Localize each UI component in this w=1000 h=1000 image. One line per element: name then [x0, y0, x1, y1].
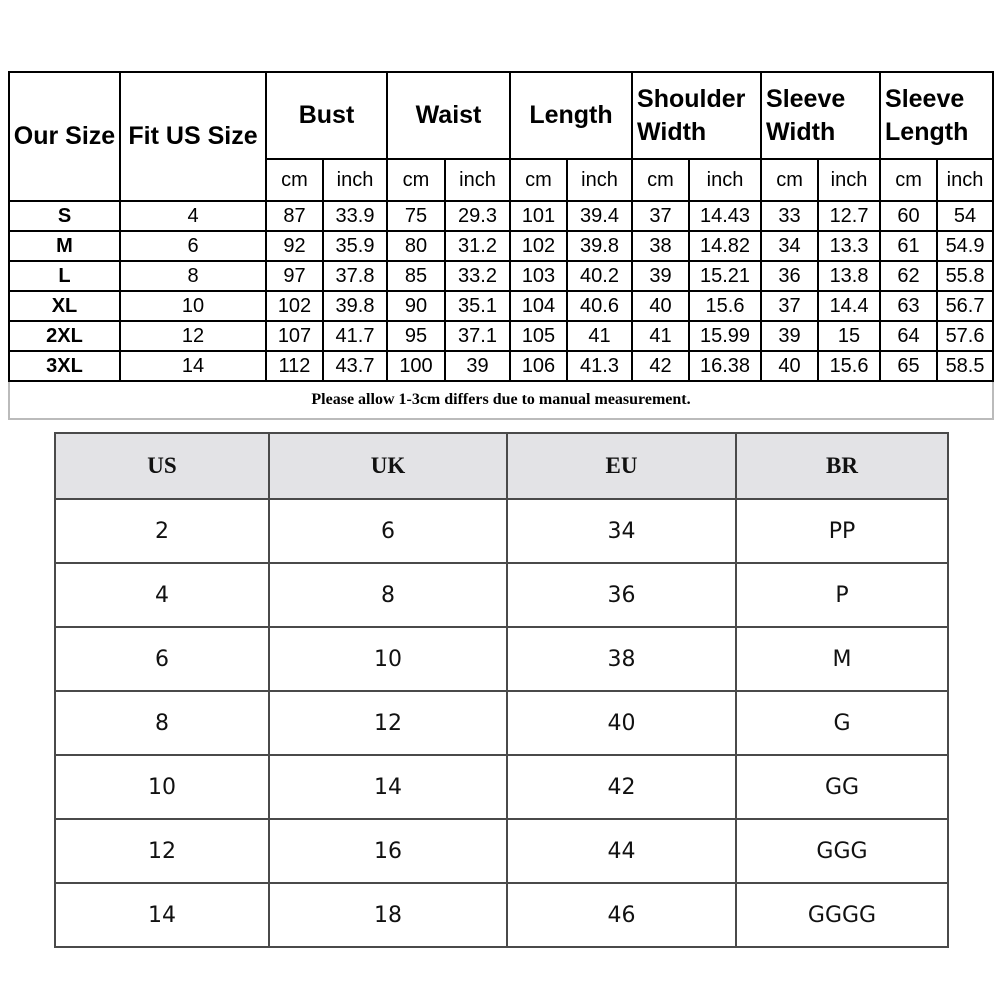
- cell-our-size: 3XL: [9, 351, 120, 381]
- cell-uk: 6: [269, 499, 507, 563]
- size-chart-table: [8, 71, 994, 420]
- cell-length-inch: 41.3: [567, 351, 632, 381]
- cell-shoulder-inch: 15.21: [689, 261, 761, 291]
- cell-waist-cm: 100: [387, 351, 445, 381]
- cell-eu: 44: [507, 819, 736, 883]
- cell-us: 14: [55, 883, 269, 947]
- size-conversion-table: [54, 432, 949, 948]
- cell-fit-us-size: 6: [120, 231, 266, 261]
- table-row: [9, 261, 993, 291]
- table-row: [9, 321, 993, 351]
- cell-eu: 34: [507, 499, 736, 563]
- cell-sleeve-width-cm: 37: [761, 291, 818, 321]
- unit-cm: cm: [880, 159, 937, 201]
- cell-sleeve-length-inch: 57.6: [937, 321, 993, 351]
- cell-sleeve-length-cm: 62: [880, 261, 937, 291]
- cell-eu: 46: [507, 883, 736, 947]
- unit-cm: cm: [387, 159, 445, 201]
- cell-our-size: XL: [9, 291, 120, 321]
- unit-inch: inch: [323, 159, 387, 201]
- cell-bust-inch: 35.9: [323, 231, 387, 261]
- cell-shoulder-inch: 14.43: [689, 201, 761, 231]
- table-row: [55, 563, 948, 627]
- cell-sleeve-width-inch: 12.7: [818, 201, 880, 231]
- unit-inch: inch: [818, 159, 880, 201]
- cell-us: 2: [55, 499, 269, 563]
- cell-length-inch: 40.2: [567, 261, 632, 291]
- cell-sleeve-length-cm: 65: [880, 351, 937, 381]
- table-row: [9, 351, 993, 381]
- unit-inch: inch: [567, 159, 632, 201]
- unit-inch: inch: [445, 159, 510, 201]
- header-our-size: Our Size: [9, 72, 120, 201]
- cell-waist-inch: 29.3: [445, 201, 510, 231]
- cell-sleeve-width-cm: 39: [761, 321, 818, 351]
- cell-sleeve-length-inch: 55.8: [937, 261, 993, 291]
- header-br: BR: [736, 433, 948, 499]
- cell-bust-cm: 97: [266, 261, 323, 291]
- unit-cm: cm: [266, 159, 323, 201]
- cell-bust-inch: 39.8: [323, 291, 387, 321]
- cell-bust-inch: 43.7: [323, 351, 387, 381]
- table-row: [55, 883, 948, 947]
- table-row: [55, 819, 948, 883]
- header-sleeve-width: Sleeve Width: [761, 72, 880, 159]
- cell-waist-inch: 37.1: [445, 321, 510, 351]
- cell-shoulder-cm: 41: [632, 321, 689, 351]
- cell-bust-cm: 87: [266, 201, 323, 231]
- header-bust: Bust: [266, 72, 387, 159]
- cell-us: 8: [55, 691, 269, 755]
- cell-br: PP: [736, 499, 948, 563]
- unit-cm: cm: [632, 159, 689, 201]
- cell-shoulder-inch: 14.82: [689, 231, 761, 261]
- cell-fit-us-size: 14: [120, 351, 266, 381]
- cell-us: 12: [55, 819, 269, 883]
- cell-uk: 12: [269, 691, 507, 755]
- cell-sleeve-length-inch: 58.5: [937, 351, 993, 381]
- cell-length-cm: 101: [510, 201, 567, 231]
- cell-us: 10: [55, 755, 269, 819]
- cell-waist-inch: 35.1: [445, 291, 510, 321]
- cell-eu: 36: [507, 563, 736, 627]
- cell-waist-inch: 33.2: [445, 261, 510, 291]
- header-waist: Waist: [387, 72, 510, 159]
- cell-uk: 10: [269, 627, 507, 691]
- cell-sleeve-width-cm: 33: [761, 201, 818, 231]
- cell-sleeve-length-cm: 61: [880, 231, 937, 261]
- cell-uk: 18: [269, 883, 507, 947]
- cell-uk: 16: [269, 819, 507, 883]
- cell-sleeve-width-inch: 15: [818, 321, 880, 351]
- cell-waist-cm: 95: [387, 321, 445, 351]
- cell-bust-cm: 107: [266, 321, 323, 351]
- cell-sleeve-length-cm: 64: [880, 321, 937, 351]
- cell-br: GG: [736, 755, 948, 819]
- header-eu: EU: [507, 433, 736, 499]
- unit-inch: inch: [689, 159, 761, 201]
- unit-cm: cm: [510, 159, 567, 201]
- cell-sleeve-width-inch: 13.3: [818, 231, 880, 261]
- cell-our-size: L: [9, 261, 120, 291]
- cell-waist-cm: 90: [387, 291, 445, 321]
- cell-us: 6: [55, 627, 269, 691]
- cell-shoulder-cm: 37: [632, 201, 689, 231]
- cell-length-inch: 39.8: [567, 231, 632, 261]
- table-row: [9, 201, 993, 231]
- cell-shoulder-inch: 15.6: [689, 291, 761, 321]
- cell-eu: 38: [507, 627, 736, 691]
- size-chart-body: [9, 201, 993, 381]
- cell-bust-cm: 102: [266, 291, 323, 321]
- cell-waist-cm: 85: [387, 261, 445, 291]
- cell-sleeve-length-inch: 54.9: [937, 231, 993, 261]
- table-row: [55, 691, 948, 755]
- cell-sleeve-width-inch: 13.8: [818, 261, 880, 291]
- cell-waist-cm: 80: [387, 231, 445, 261]
- header-fit-us-size: Fit US Size: [120, 72, 266, 201]
- cell-sleeve-width-cm: 40: [761, 351, 818, 381]
- header-sleeve-length: Sleeve Length: [880, 72, 993, 159]
- cell-length-cm: 106: [510, 351, 567, 381]
- measurement-note: Please allow 1-3cm differs due to manual measurement.: [9, 381, 993, 419]
- unit-inch: inch: [937, 159, 993, 201]
- cell-br: P: [736, 563, 948, 627]
- table-row: [55, 755, 948, 819]
- cell-shoulder-cm: 42: [632, 351, 689, 381]
- cell-length-inch: 39.4: [567, 201, 632, 231]
- cell-shoulder-inch: 15.99: [689, 321, 761, 351]
- cell-bust-inch: 41.7: [323, 321, 387, 351]
- cell-br: G: [736, 691, 948, 755]
- cell-sleeve-length-inch: 56.7: [937, 291, 993, 321]
- table-row: [9, 231, 993, 261]
- header-us: US: [55, 433, 269, 499]
- header-uk: UK: [269, 433, 507, 499]
- cell-sleeve-length-cm: 60: [880, 201, 937, 231]
- cell-length-cm: 103: [510, 261, 567, 291]
- cell-shoulder-inch: 16.38: [689, 351, 761, 381]
- cell-sleeve-width-cm: 34: [761, 231, 818, 261]
- cell-sleeve-width-inch: 14.4: [818, 291, 880, 321]
- cell-length-cm: 105: [510, 321, 567, 351]
- cell-our-size: M: [9, 231, 120, 261]
- cell-waist-cm: 75: [387, 201, 445, 231]
- cell-uk: 14: [269, 755, 507, 819]
- cell-bust-inch: 37.8: [323, 261, 387, 291]
- cell-bust-inch: 33.9: [323, 201, 387, 231]
- conversion-chart-body: [55, 499, 948, 947]
- header-length: Length: [510, 72, 632, 159]
- cell-length-inch: 41: [567, 321, 632, 351]
- cell-sleeve-length-inch: 54: [937, 201, 993, 231]
- cell-fit-us-size: 10: [120, 291, 266, 321]
- cell-shoulder-cm: 38: [632, 231, 689, 261]
- cell-fit-us-size: 8: [120, 261, 266, 291]
- cell-length-cm: 104: [510, 291, 567, 321]
- cell-our-size: 2XL: [9, 321, 120, 351]
- cell-uk: 8: [269, 563, 507, 627]
- cell-eu: 42: [507, 755, 736, 819]
- cell-bust-cm: 112: [266, 351, 323, 381]
- cell-sleeve-width-cm: 36: [761, 261, 818, 291]
- table-row: [55, 499, 948, 563]
- table-row: [9, 291, 993, 321]
- cell-length-cm: 102: [510, 231, 567, 261]
- cell-br: M: [736, 627, 948, 691]
- cell-sleeve-length-cm: 63: [880, 291, 937, 321]
- table-row: [55, 627, 948, 691]
- cell-br: GGGG: [736, 883, 948, 947]
- cell-bust-cm: 92: [266, 231, 323, 261]
- unit-cm: cm: [761, 159, 818, 201]
- cell-our-size: S: [9, 201, 120, 231]
- cell-eu: 40: [507, 691, 736, 755]
- cell-br: GGG: [736, 819, 948, 883]
- cell-us: 4: [55, 563, 269, 627]
- cell-fit-us-size: 12: [120, 321, 266, 351]
- cell-waist-inch: 31.2: [445, 231, 510, 261]
- header-shoulder-width: Shoulder Width: [632, 72, 761, 159]
- cell-length-inch: 40.6: [567, 291, 632, 321]
- cell-fit-us-size: 4: [120, 201, 266, 231]
- cell-waist-inch: 39: [445, 351, 510, 381]
- cell-shoulder-cm: 39: [632, 261, 689, 291]
- cell-sleeve-width-inch: 15.6: [818, 351, 880, 381]
- cell-shoulder-cm: 40: [632, 291, 689, 321]
